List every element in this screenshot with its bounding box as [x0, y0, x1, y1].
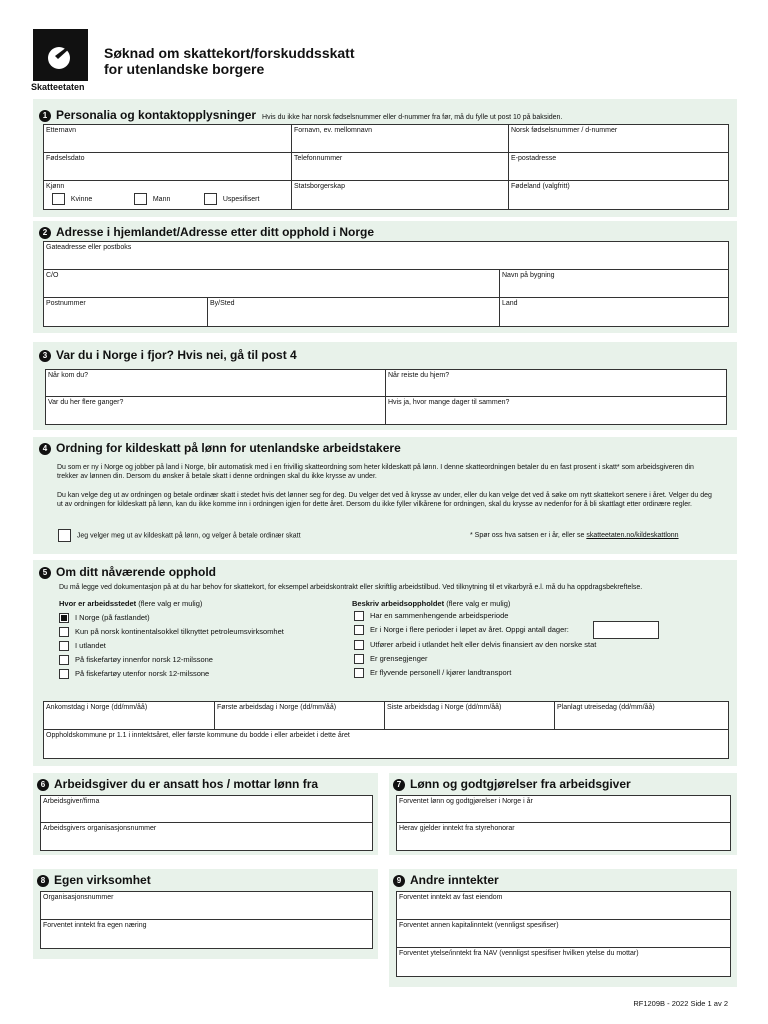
arbeidsopphold-option-4[interactable]: Er grensegjenger — [354, 654, 428, 664]
section-7-number: 7 — [393, 779, 405, 791]
opphold-dates-grid — [43, 701, 729, 759]
arbeidsopphold-option-3[interactable]: Utfører arbeid i utlandet helt eller delvis finansiert av den norske stat — [354, 640, 596, 650]
checkbox-arbeidsopphold-4[interactable] — [354, 654, 364, 664]
field-organisasjonsnummer[interactable]: Organisasjonsnummer — [41, 892, 372, 920]
arbeidsopphold-heading: Beskriv arbeidsoppholdet (flere valg er mulig) — [352, 599, 511, 608]
arbeidssted-option-2[interactable]: Kun på norsk kontinentalsokkel tilknyttet petroleumsvirksomhet — [59, 627, 284, 637]
checkbox-arbeidssted-4[interactable] — [59, 655, 69, 665]
field-land[interactable]: Land — [502, 300, 518, 307]
logo-text: Skatteetaten — [31, 82, 85, 92]
section-arbeidsgiver — [33, 773, 378, 855]
opphold-intro: Du må legge ved dokumentasjon på at du har behov for skattekort, for eksempel arbeidskontrakt eller skriftlig arbeidstilbud. Ved tilknytning til et vikarbyrå e.l. må du ha oppdragsbekreftelse. — [59, 584, 643, 591]
checkbox-mann[interactable] — [134, 193, 147, 205]
page-footer: RF1209B - 2022 Side 1 av 2 — [633, 999, 728, 1008]
checkbox-uspesifisert[interactable] — [204, 193, 217, 205]
section-9-number: 9 — [393, 875, 405, 887]
section-1-title: 1 Personalia og kontaktopplysninger Hvis du ikke har norsk fødselsnummer eller d-nummer fra før, må du fylle ut post 10 på baksiden. — [39, 108, 562, 122]
field-epost[interactable]: E-postadresse — [509, 153, 728, 181]
kildeskatt-paragraph-2: Du kan velge deg ut av ordningen og betale ordinær skatt i stedet hvis det lønner seg for deg. Du velger det ved å krysse av under, eller du kan velge det ved å søke om nytt skattekort senere i året. Velger du deg ut av ordningen for kildeskatt på lønn, kan du ikke komme inn i ordningen igjen for dette året. Dersom du ikke fyller vilkårene for ordningen, skal du krysse av nedenfor for å bli skattlagt etter ordinære regler. — [57, 492, 712, 508]
antall-dager-input[interactable] — [593, 621, 659, 639]
field-arbeidsgiver-orgnr[interactable]: Arbeidsgivers organisasjonsnummer — [43, 825, 157, 832]
field-ankomstdag[interactable]: Ankomstdag i Norge (dd/mm/åå) — [44, 702, 215, 730]
section-7-title: 7 Lønn og godtgjørelser fra arbeidsgiver — [393, 777, 631, 791]
field-fodeland[interactable]: Fødeland (valgfritt) — [511, 183, 570, 190]
section-andre-inntekter — [389, 869, 737, 987]
section-2-title: 2 Adresse i hjemlandet/Adresse etter ditt opphold i Norge — [39, 225, 374, 239]
egen-virksomhet-grid — [40, 891, 373, 949]
field-fodselsnummer[interactable]: Norsk fødselsnummer / d-nummer — [509, 125, 728, 153]
section-5-number: 5 — [39, 567, 51, 579]
lonn-grid — [396, 795, 731, 851]
field-antall-dager[interactable]: Hvis ja, hvor mange dager til sammen? — [388, 399, 510, 406]
field-utreisedag[interactable]: Planlagt utreisedag (dd/mm/åå) — [555, 702, 728, 730]
arbeidsopphold-option-2[interactable]: Er i Norge i flere perioder i løpet av året. Oppgi antall dager: — [354, 625, 569, 635]
field-nar-reiste[interactable]: Når reiste du hjem? — [386, 370, 726, 397]
andre-inntekter-grid — [396, 891, 731, 977]
arbeidsopphold-option-5[interactable]: Er flyvende personell / kjører landtransport — [354, 668, 511, 678]
section-4-number: 4 — [39, 443, 51, 455]
field-kjonn: Kjønn Kvinne Mann Uspesifisert — [44, 181, 292, 209]
arbeidssted-heading: Hvor er arbeidsstedet (flere valg er mulig) — [59, 599, 203, 608]
arbeidssted-option-5[interactable]: På fiskefartøy utenfor norsk 12-milssone — [59, 669, 209, 679]
field-styrehonorar[interactable]: Herav gjelder inntekt fra styrehonorar — [399, 825, 515, 832]
option-kvinne[interactable]: Kvinne — [52, 193, 92, 205]
field-gateadresse[interactable]: Gateadresse eller postboks — [44, 242, 728, 270]
section-opphold — [33, 560, 737, 766]
section-lonn — [389, 773, 737, 855]
checkbox-optout[interactable] — [58, 529, 71, 542]
section-8-title: 8 Egen virksomhet — [37, 873, 151, 887]
section-8-number: 8 — [37, 875, 49, 887]
adresse-grid — [43, 241, 729, 327]
checkbox-arbeidssted-3[interactable] — [59, 641, 69, 651]
section-2-number: 2 — [39, 227, 51, 239]
option-optout[interactable]: Jeg velger meg ut av kildeskatt på lønn, og velger å betale ordinær skatt — [58, 529, 301, 542]
section-egen-virksomhet — [33, 869, 378, 959]
skatteetaten-logo — [33, 29, 88, 81]
arbeidsgiver-grid — [40, 795, 373, 851]
section-adresse — [33, 221, 737, 333]
checkbox-kvinne[interactable] — [52, 193, 65, 205]
field-nav-ytelse[interactable]: Forventet ytelse/inntekt fra NAV (vennligst spesifiser hvilken ytelse du mottar) — [399, 950, 639, 957]
section-kildeskatt — [33, 437, 737, 554]
arbeidssted-option-3[interactable]: I utlandet — [59, 641, 106, 651]
checkbox-arbeidssted-1[interactable] — [59, 613, 69, 623]
field-oppholdskommune[interactable]: Oppholdskommune pr 1.1 i inntektsåret, eller første kommune du bodde i eller arbeidet i dette året — [46, 732, 350, 739]
field-forventet-lonn[interactable]: Forventet lønn og godtgjørelser i Norge i år — [397, 796, 730, 823]
arbeidssted-option-4[interactable]: På fiskefartøy innenfor norsk 12-milssone — [59, 655, 213, 665]
personalia-grid — [43, 124, 729, 210]
field-fast-eiendom[interactable]: Forventet inntekt av fast eiendom — [397, 892, 730, 920]
option-mann[interactable]: Mann — [134, 193, 170, 205]
field-kapitalinntekt[interactable]: Forventet annen kapitalinntekt (vennligst spesifiser) — [397, 920, 730, 948]
field-sted[interactable]: By/Sted — [208, 298, 500, 326]
field-telefon[interactable]: Telefonnummer — [292, 153, 509, 181]
field-forste-arbeidsdag[interactable]: Første arbeidsdag i Norge (dd/mm/åå) — [215, 702, 385, 730]
field-etternavn[interactable]: Etternavn — [44, 125, 292, 153]
checkbox-arbeidsopphold-2[interactable] — [354, 625, 364, 635]
section-6-title: 6 Arbeidsgiver du er ansatt hos / mottar lønn fra — [37, 777, 318, 791]
field-siste-arbeidsdag[interactable]: Siste arbeidsdag i Norge (dd/mm/åå) — [385, 702, 555, 730]
checkbox-arbeidsopphold-1[interactable] — [354, 611, 364, 621]
section-1-number: 1 — [39, 110, 51, 122]
section-9-title: 9 Andre inntekter — [393, 873, 499, 887]
document-title: Søknad om skattekort/forskuddsskatt for utenlandske borgere — [104, 45, 355, 77]
section-3-title: 3 Var du i Norge i fjor? Hvis nei, gå til post 4 — [39, 348, 297, 362]
field-postnummer[interactable]: Postnummer — [44, 298, 208, 326]
option-uspesifisert[interactable]: Uspesifisert — [204, 193, 259, 205]
checkbox-arbeidsopphold-5[interactable] — [354, 668, 364, 678]
field-arbeidsgiver-firma[interactable]: Arbeidsgiver/firma — [41, 796, 372, 823]
field-flere-ganger[interactable]: Var du her flere ganger? — [46, 397, 386, 424]
arbeidsopphold-option-1[interactable]: Har en sammenhengende arbeidsperiode — [354, 611, 508, 621]
norge-ifjor-grid — [45, 369, 727, 425]
field-co[interactable]: C/O — [44, 270, 500, 298]
section-6-number: 6 — [37, 779, 49, 791]
section-1-hint: Hvis du ikke har norsk fødselsnummer eller d-nummer fra før, må du fylle ut post 10 på baksiden. — [262, 114, 563, 121]
field-fornavn[interactable]: Fornavn, ev. mellomnavn — [292, 125, 509, 153]
section-personalia — [33, 99, 737, 217]
section-5-title: 5 Om ditt nåværende opphold — [39, 565, 216, 579]
checkbox-arbeidsopphold-3[interactable] — [354, 640, 364, 650]
kildeskatt-paragraph-1: Du som er ny i Norge og jobber på land i Norge, blir automatisk med i en frivillig skatteordning som heter kildeskatt på lønn. I denne skatteordningen betaler du en fast prosent i skatt* som arbeidsgiveren din trekker av lønnen din. Dersom du ønsker å betale skatt i denne ordningen skal du ikke krysse av under. — [57, 464, 694, 480]
checkbox-arbeidssted-5[interactable] — [59, 669, 69, 679]
section-norge-ifjor — [33, 342, 737, 430]
checkbox-arbeidssted-2[interactable] — [59, 627, 69, 637]
arbeidssted-option-1[interactable]: I Norge (på fastlandet) — [59, 613, 150, 623]
field-nar-kom[interactable]: Når kom du? — [46, 370, 386, 397]
kildeskatt-note: * Spør oss hva satsen er i år, eller se skatteetaten.no/kildeskattlonn — [470, 532, 679, 539]
field-fodselsdato[interactable]: Fødselsdato — [44, 153, 292, 181]
field-bygning[interactable]: Navn på bygning — [500, 270, 728, 298]
section-4-title: 4 Ordning for kildeskatt på lønn for utenlandske arbeidstakere — [39, 441, 401, 455]
section-3-number: 3 — [39, 350, 51, 362]
field-inntekt-naering[interactable]: Forventet inntekt fra egen næring — [43, 922, 147, 929]
field-statsborgerskap[interactable]: Statsborgerskap — [292, 181, 509, 209]
kildeskatt-link[interactable]: skatteetaten.no/kildeskattlonn — [586, 532, 679, 539]
